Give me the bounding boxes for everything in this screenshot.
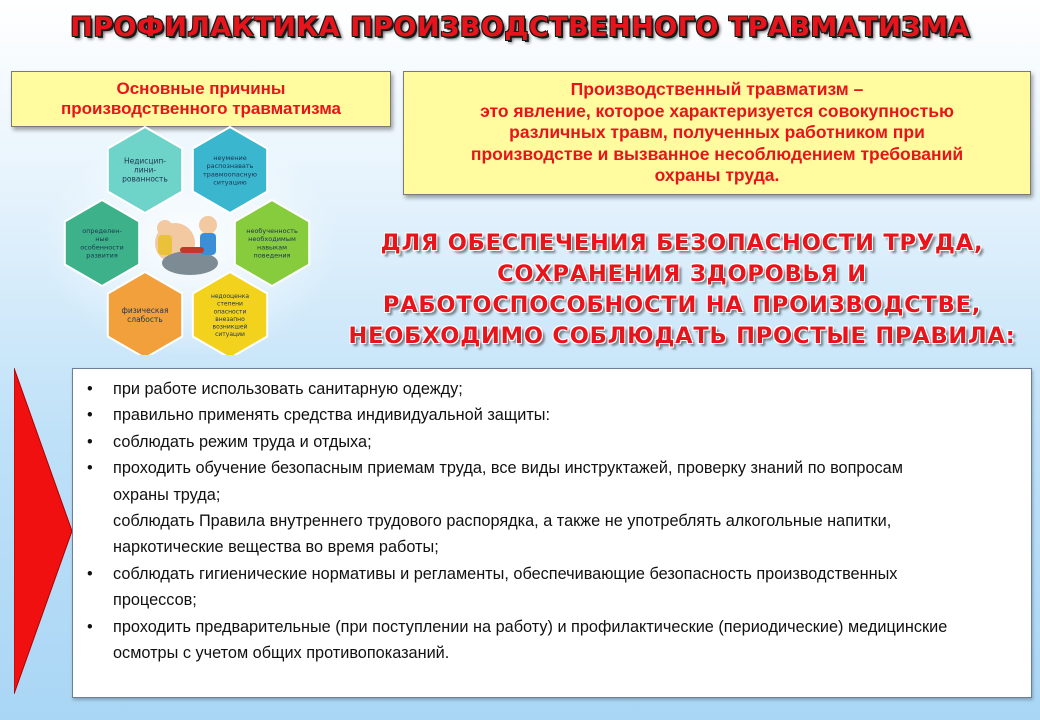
causes-hexagon-diagram [40,125,340,355]
definition-box [403,71,1031,195]
causes-heading-box [11,71,391,127]
hexagon-label: физическая слабость [121,306,169,325]
rule-text: правильно применять средства индивидуальной защиты: [113,406,551,425]
safety-call-to-action: ДЛЯ ОБЕСПЕЧЕНИЯ БЕЗОПАСНОСТИ ТРУДА, СОХРАНЕНИЯ ЗДОРОВЬЯ И РАБОТОСПОСОБНОСТИ НА ПРОИЗВОДСТВЕ, НЕОБХОДИМО СОБЛЮДАТЬ ПРОСТЫЕ ПРАВИЛА: [348,230,1016,349]
page-title: ПРОФИЛАКТИКА ПРОИЗВОДСТВЕННОГО ТРАВМАТИЗМА [70,12,970,43]
hexagon-label: недооценка степени опасности внезапно возникшей ситуации [210,293,250,339]
rule-item [73,402,1031,428]
rule-text: проходить обучение безопасным приемам труда, все виды инструктажей, проверку знаний по вопросам охраны труда; соблюдать Правила внутреннего трудового распорядка, а также не употреблять алкогольные напитки, наркотические вещества во время работы; [113,459,903,557]
rule-text: при работе использовать санитарную одежду; [113,380,463,398]
bullet-icon: • [87,380,93,398]
bullet-icon: • [87,432,93,451]
rules-box [72,368,1032,698]
rule-text: соблюдать гигиенические нормативы и регламенты, обеспечивающие безопасность производственных процессов; [113,564,898,610]
rule-item [73,455,1031,561]
rule-item [73,614,1031,667]
red-arrow-icon [14,368,74,694]
definition-text: Производственный травматизм – это явление, которое характеризуется совокупностью различных травм, полученных работником при производстве и вызванное несоблюдением требований охраны труда. [470,79,964,186]
rule-item [73,429,1031,455]
rules-list [73,369,1031,666]
hexagon-label: Недисцип-лини-рованность [122,156,168,184]
rule-text: соблюдать режим труда и отдыха; [113,432,372,451]
bullet-icon: • [87,406,93,425]
bullet-icon: • [87,459,93,478]
bullet-icon: • [87,617,93,636]
bullet-icon: • [87,564,93,583]
rule-text: проходить предварительные (при поступлении на работу) и профилактические (периодические) медицинские осмотры с учетом общих противопоказаний. [113,617,948,663]
rule-item [73,376,1031,402]
hexagon-label: определен-ные особенности развития [80,227,124,260]
causes-heading-text: Основные причины производственного травматизма [60,79,342,118]
hexagon-label: неумение распознавать травмоопасную ситуацию [203,154,257,187]
hexagon-label: необученность необходимым навыкам поведения [246,227,298,260]
rule-item [73,561,1031,614]
